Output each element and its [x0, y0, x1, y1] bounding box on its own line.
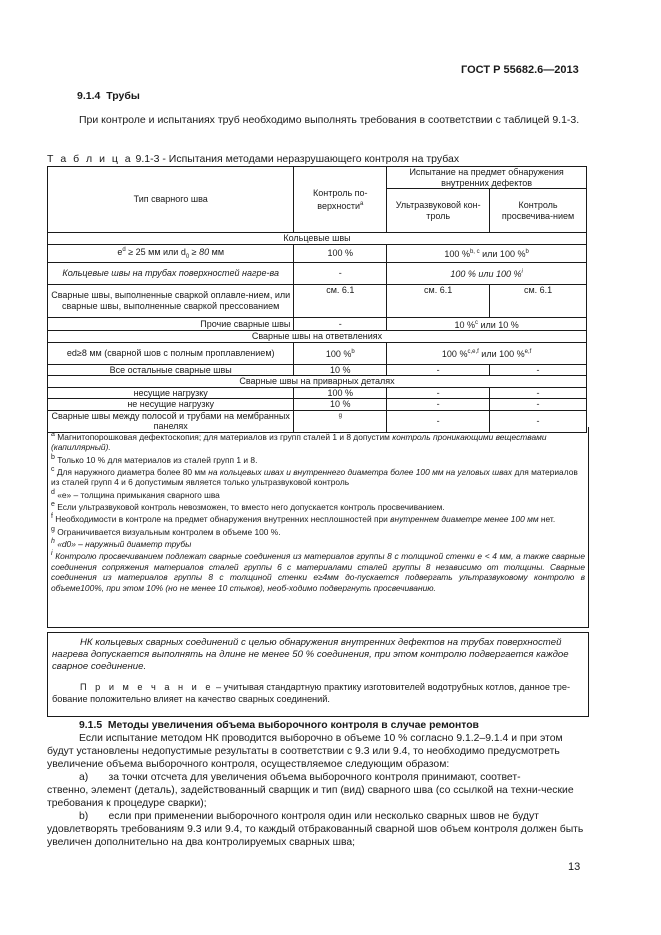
row-type-sup: d	[122, 246, 126, 253]
footnote-text: Магнитопорошковая дефектоскопия; для материалов из групп сталей 1 и 8 допустим	[54, 431, 393, 442]
cell-m2-sup: b	[525, 248, 529, 255]
footnote-marker: b	[51, 453, 55, 461]
cell-radiography: -	[490, 364, 587, 376]
row-type: Сварные швы, выполненные сваркой оплавле-нием, или сварные швы, выполненные сваркой прессованием	[48, 284, 294, 317]
list-item-text: если при применении выборочного контроля один или несколько сварных швов не будут	[108, 811, 539, 822]
header-surface-control	[294, 167, 387, 233]
header-weld-type: Тип сварного шва	[48, 167, 294, 233]
footnote-text: Для наружного диаметра более 80 мм	[54, 466, 209, 477]
section-title-9-1-4	[77, 90, 140, 102]
footnote-c	[51, 465, 585, 488]
footnote-italic: внутреннем диаметре менее 100 мм	[390, 514, 539, 525]
list-item-label: а)	[79, 772, 89, 783]
cell-internal	[387, 244, 587, 262]
cell-internal	[387, 262, 587, 284]
section-title: Трубы	[106, 90, 140, 102]
header-internal-defects: Испытание на предмет обнаружения внутренних дефектов	[387, 167, 587, 189]
list-item-label: b)	[79, 811, 89, 822]
row-type: Прочие сварные швы	[48, 317, 294, 331]
section-paragraph: Если испытание методом НК проводится выборочно в объеме 10 % согласно 9.1.2–9.1.4 и при этом будут установлены недопустимые результаты в соответствии с 9.3 или 9.4, то необходимо предусмотреть увеличение объема выборочного контроля, осуществляемое следующим образом:	[47, 733, 563, 770]
cell-m2: или 100 %	[478, 349, 525, 360]
footnote-marker: i	[51, 550, 53, 558]
section-9-1-5	[47, 719, 587, 849]
footnote-marker: h	[51, 538, 55, 546]
section-paragraph: При контроле и испытаниях труб необходимо выполнять требования в соответствии с таблицей 9.1-3.	[79, 114, 580, 126]
footnote-marker: a	[51, 431, 55, 438]
footnote-marker: d	[51, 488, 55, 496]
cell-ultrasonic: -	[387, 410, 490, 432]
cell-m1: 10 %	[454, 319, 475, 330]
row-type: ed≥8 мм (сварной шов с полным проплавлением)	[48, 342, 294, 364]
footnote-text: Контролю просвечиванием подлежат сварные соединения из материалов группы 8 с толщиной стенки е < 4 мм, а также сварные соединения сопряжения материалов сталей группы 6 с материалами сталей группы 8 независимо от толщины. Сварные соединения из материалов группы 8 с толщиной стенки е≥4мм до-пускается подвергать ультразвуковому контролю в объеме100%, при этом 10% (но не менее 10 стыков), необ-ходимо подвергнуть просвечиванию.	[51, 551, 585, 593]
ndt-table	[47, 166, 587, 433]
footnote-marker: g	[51, 525, 55, 533]
footnote-text: Если ультразвуковой контроль невозможен, то вместо него допускается контроль просвечиванием.	[54, 501, 445, 512]
section-row-branches: Сварные швы на ответвлениях	[48, 331, 587, 343]
header-radiography: Контроль просвечива-нием	[490, 189, 587, 233]
section-row-circumferential: Кольцевые швы	[48, 233, 587, 245]
footnote-text: Необходимости в контроле на предмет обнаружения внутренних несплошностей при	[52, 514, 391, 525]
list-item-text: за точки отсчета для увеличения объема выборочного контроля принимают, соответ-	[108, 772, 521, 783]
table-caption-prefix: Т а б л и ц а	[47, 153, 133, 165]
cell-surface: 10 %	[294, 364, 387, 376]
row-type	[48, 244, 294, 262]
row-type-c: ≥	[189, 246, 200, 257]
cell-ultrasonic: -	[387, 387, 490, 399]
cell-radiography: -	[490, 399, 587, 411]
footnote-b	[51, 453, 585, 465]
header-surface-text: Контроль по-верхности	[313, 188, 368, 211]
footnote-i	[51, 549, 585, 593]
cell-surface-sup: b	[351, 349, 355, 356]
cell-radiography: см. 6.1	[490, 284, 587, 317]
footnote-italic: контроль проникающими веществами (капиллярный).	[51, 431, 547, 453]
cell-surface-sup: g	[338, 412, 342, 419]
list-item-a	[47, 771, 587, 784]
note-text: – учитывая стандартную практику изготовителей водотрубных котлов, данное тре-бование положительно влияет на качество сварных соединений.	[52, 682, 571, 704]
table-footnotes	[47, 427, 589, 628]
cell-surface	[294, 342, 387, 364]
footnote-text: Только 10 % для материалов из сталей групп 1 и 8.	[54, 454, 258, 465]
document-header: ГОСТ Р 55682.6—2013	[461, 64, 579, 76]
footnote-marker: c	[51, 466, 55, 474]
cell-m1-sup: i	[521, 269, 523, 276]
cell-radiography: -	[490, 387, 587, 399]
cell-m1: 100 % или 100 %	[450, 269, 522, 280]
section-row-attachments: Сварные швы на приварных деталях	[48, 376, 587, 388]
footnote-text: «d0» – наружный диаметр трубы	[54, 538, 192, 549]
cell-ultrasonic: -	[387, 364, 490, 376]
cell-surface: -	[294, 262, 387, 284]
cell-m1-sup: c,e,f	[467, 349, 479, 356]
cell-surface: 100 %	[294, 387, 387, 399]
section-number: 9.1.4	[77, 90, 101, 102]
footnote-text: Ограничивается визуальным контролем в объеме 100 %.	[54, 526, 281, 537]
footnote-marker: f	[51, 513, 53, 521]
cell-m2-sup: e,f	[524, 349, 532, 356]
footnote-marker: e	[51, 501, 55, 509]
row-type: Все остальные сварные швы	[48, 364, 294, 376]
cell-m1: 100 %	[441, 349, 468, 360]
footnote-text-2: нет.	[538, 514, 556, 525]
row-type-b: ≥ 25 мм или d	[125, 246, 186, 257]
footnote-f	[51, 512, 585, 524]
row-type: Кольцевые швы на трубах поверхностей нагре-ва	[48, 262, 294, 284]
national-note-box	[47, 632, 589, 717]
row-type-a: e	[117, 246, 123, 257]
cell-ultrasonic: -	[387, 399, 490, 411]
footnote-d	[51, 488, 585, 500]
national-note-text: НК кольцевых сварных соединений с целью обнаружения внутренних дефектов на трубах поверхностей нагрева допускается выполнять на длине не менее 50 % соединения, при этом контролю подвергается каждое сварное соединение.	[52, 637, 569, 672]
cell-radiography: -	[490, 410, 587, 432]
cell-internal	[387, 342, 587, 364]
note	[52, 681, 584, 705]
list-item-a-continuation: ственно, элемент (деталь), задействованный сварщик и тип (вид) сварного шва (со ссылкой на техни-ческие требования к процедуре сварки);	[47, 785, 574, 809]
footnote-g	[51, 525, 585, 537]
section-title-9-1-5	[47, 719, 587, 732]
cell-m2: или 10 %	[477, 319, 519, 330]
footnote-text-2: для материалов из сталей групп 4 и 6 допустимым является только ультразвуковой контроль	[51, 466, 578, 488]
row-type-e: мм	[209, 246, 225, 257]
section-number: 9.1.5	[79, 720, 103, 731]
row-type: несущие нагрузку	[48, 387, 294, 399]
cell-surface: -	[294, 317, 387, 331]
list-item-b	[47, 810, 587, 823]
cell-surface: 100 %	[294, 244, 387, 262]
cell-m1: 100 %	[444, 248, 470, 259]
cell-m1-sup: b, c	[469, 248, 480, 255]
row-type: не несущие нагрузку	[48, 399, 294, 411]
cell-m1-sup: c	[474, 319, 478, 326]
header-surface-sup: a	[359, 200, 364, 207]
cell-surface: см. 6.1	[294, 284, 387, 317]
cell-m2: или 100 %	[479, 248, 526, 259]
row-type: Сварные швы между полосой и трубами на мембранных панелях	[48, 410, 294, 432]
table-caption-text: 9.1-3 - Испытания методами неразрушающего контроля на трубах	[132, 153, 460, 165]
note-label: П р и м е ч а н и е	[80, 682, 214, 692]
cell-surface: 10 %	[294, 399, 387, 411]
footnote-h	[51, 537, 585, 549]
section-title: Методы увеличения объема выборочного контроля в случае ремонтов	[107, 720, 479, 731]
header-ultrasonic: Ультразвуковой кон-троль	[387, 189, 490, 233]
footnote-italic: на кольцевых швах и внутреннего диаметра более 100 мм на угловых швах	[208, 466, 513, 477]
footnote-e	[51, 500, 585, 512]
cell-ultrasonic: см. 6.1	[387, 284, 490, 317]
footnote-text: «е» – толщина примыкания сварного шва	[54, 489, 220, 500]
page-number: 13	[568, 861, 581, 873]
footnote-a	[51, 430, 585, 453]
cell-internal	[387, 317, 587, 331]
row-type-d: 80	[199, 246, 210, 257]
list-item-b-continuation: удовлетворять требованиям 9.3 или 9.4, то каждый отбракованный сварной шов объем контроля должен быть увеличен дополнительно на два контролируемых сварных шва;	[47, 824, 584, 848]
table-caption	[47, 153, 459, 165]
cell-surface-text: 100 %	[325, 349, 352, 360]
row-type-sub: 0	[185, 253, 190, 260]
